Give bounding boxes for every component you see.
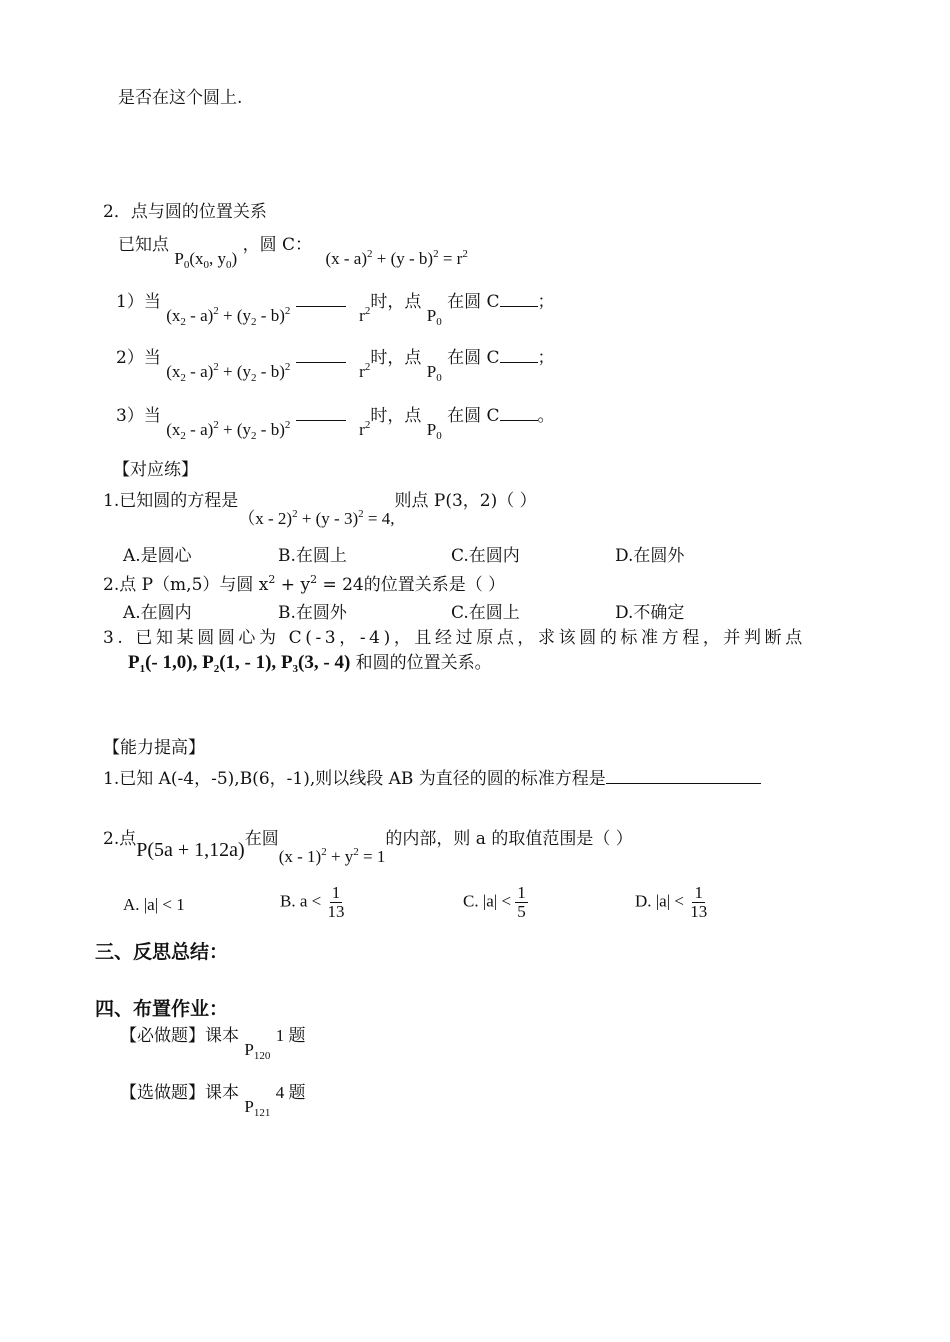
- advanced-q2-option-c[interactable]: C. |a| < $\frac{1}{5}$: [463, 883, 526, 921]
- circle-equation: $(x - a)^2 + (y - b)^2 = r^2$: [325, 248, 468, 268]
- practice-q1-option-a[interactable]: A.是圆心: [123, 546, 192, 566]
- section-2-title: 2．点与圆的位置关系: [103, 202, 267, 222]
- condition-2: 2）当 $(x_2 - a)^2 + (y_2 - b)^2$ $r^2$时，点 $P_0$ 在圆 C ；: [116, 348, 555, 384]
- blank-relation-2[interactable]: [296, 347, 346, 363]
- blank-relation-1[interactable]: [296, 291, 346, 307]
- advanced-title: 【能力提高】: [103, 738, 205, 758]
- practice-q2-option-c[interactable]: C.在圆上: [451, 603, 520, 623]
- practice-q2: 2.点 P（m,5）与圆 $x^2 + y^2 = 24$的位置关系是（ ）: [103, 573, 506, 595]
- practice-q1-option-d[interactable]: D.在圆外: [615, 546, 685, 566]
- advanced-q2: 2.点P(5a + 1,12a)在圆$(x - 1)^2 + y^2 = 1$的内部，则 a 的取值范围是（ ）: [103, 829, 633, 866]
- practice-title: 【对应练】: [113, 460, 198, 480]
- blank-position-3[interactable]: [500, 405, 538, 421]
- point-p0: $P_0(x_0$, $y_0$): [174, 249, 238, 271]
- blank-position-1[interactable]: [500, 291, 538, 307]
- known-point-line: [118, 234, 468, 271]
- answer-blank[interactable]: [606, 768, 761, 784]
- known-prefix: 已知点: [118, 235, 169, 255]
- condition-1: 1）当 $(x_2 - a)^2 + (y_2 - b)^2$ $r^2$时，点 $P_0$ 在圆 C ；: [116, 292, 555, 328]
- advanced-q2-option-d[interactable]: D. |a| < $\frac{1}{13}$: [635, 883, 708, 921]
- homework-title: 四、布置作业：: [95, 998, 229, 1020]
- advanced-q2-option-b[interactable]: B. a < $\frac{1}{13}$: [280, 883, 345, 921]
- circle-prefix: ，圆 C：: [242, 235, 313, 255]
- reflection-title: 三、反思总结：: [95, 941, 229, 963]
- condition-3: 3）当 $(x_2 - a)^2 + (y_2 - b)^2$ $r^2$时，点 $P_0$ 在圆 C 。: [116, 406, 555, 442]
- blank-relation-3[interactable]: [296, 405, 346, 421]
- practice-q3-line1: 3. 已知某圆圆心为 C(-3，-4)，且经过原点，求该圆的标准方程，并判断点: [103, 628, 806, 648]
- required-homework: 【必做题】课本 $P_{120}$ 1 题: [120, 1026, 306, 1062]
- practice-q1: 1.已知圆的方程是（x - 2)$^2$ + (y - 3)$^2$ = 4,则点 P(3，2)（ ）: [103, 491, 537, 528]
- practice-q2-option-a[interactable]: A.在圆内: [123, 603, 192, 623]
- practice-q1-option-c[interactable]: C.在圆内: [451, 546, 520, 566]
- blank-position-2[interactable]: [500, 347, 538, 363]
- optional-homework: 【选做题】课本 $P_{121}$ 4 题: [120, 1083, 306, 1119]
- advanced-q1: 1.已知 A(-4，-5),B(6，-1),则以线段 AB 为直径的圆的标准方程是: [103, 768, 761, 789]
- practice-q2-option-b[interactable]: B.在圆外: [278, 603, 347, 623]
- advanced-q2-option-a[interactable]: A. |a| < 1: [123, 895, 185, 914]
- practice-q2-option-d[interactable]: D.不确定: [615, 603, 685, 623]
- continued-question-text: 是否在这个圆上.: [118, 88, 243, 108]
- practice-q3-line2: $P_1(-$ 1,0), $P_2(1$, - 1), $P_3(3$, - 4) 和圆的位置关系。: [128, 652, 492, 675]
- practice-q1-option-b[interactable]: B.在圆上: [278, 546, 347, 566]
